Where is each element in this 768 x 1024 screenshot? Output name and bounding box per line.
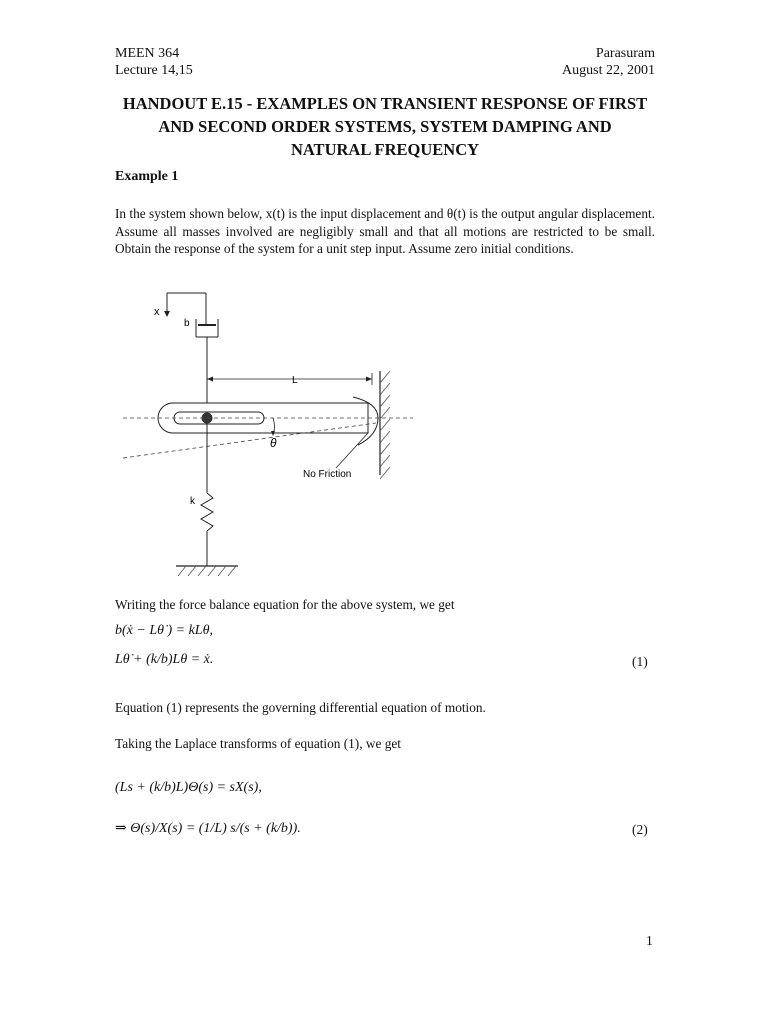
- title-line-3: NATURAL FREQUENCY: [290, 140, 480, 159]
- label-k: k: [190, 496, 195, 507]
- label-x: x: [154, 306, 160, 318]
- laplace-intro: Taking the Laplace transforms of equation (1), we get: [115, 736, 401, 751]
- handout-date: August 22, 2001: [562, 63, 655, 78]
- handout-title: [100, 92, 670, 161]
- header-left: [115, 45, 193, 79]
- lecture-number: Lecture 14,15: [115, 63, 193, 78]
- label-theta: θ: [270, 436, 277, 450]
- equation-2-line-2: ⇒ Θ(s)/X(s) = (1/L) s/(s + (k/b)).: [115, 821, 301, 836]
- equation-2-line-1: (Ls + (k/b)L)Θ(s) = sX(s),: [115, 780, 262, 795]
- example-heading: Example 1: [115, 169, 179, 184]
- governing-equation-text: Equation (1) represents the governing differential equation of motion.: [115, 700, 486, 715]
- label-no-friction: No Friction: [303, 469, 352, 480]
- author-name: Parasuram: [595, 46, 655, 61]
- equation-2-number: (2): [632, 822, 648, 837]
- equation-1-number: (1): [632, 654, 648, 669]
- equation-1-line-1: b(ẋ − Lθ̇ ) = kLθ,: [115, 623, 213, 638]
- page-number: 1: [646, 933, 653, 948]
- title-line-2: AND SECOND ORDER SYSTEMS, SYSTEM DAMPING AND: [158, 117, 612, 136]
- title-line-1: HANDOUT E.15 - EXAMPLES ON TRANSIENT RESPONSE OF FIRST: [122, 94, 648, 113]
- problem-statement: In the system shown below, x(t) is the input displacement and θ(t) is the output angular displacement. Assume all masses involved are negligibly small and that all motions are restricted to be small. Obtain the response of the system for a unit step input. Assume zero initial conditions.: [115, 206, 655, 256]
- force-balance-intro: Writing the force balance equation for the above system, we get: [115, 597, 455, 612]
- label-b: b: [184, 318, 190, 329]
- system-figure: [118, 285, 428, 580]
- course-code: MEEN 364: [115, 46, 180, 61]
- equation-1-line-2: Lθ̇ + (k/b)Lθ = ẋ.: [115, 652, 214, 667]
- label-L: L: [292, 375, 298, 386]
- header-right: [562, 45, 655, 79]
